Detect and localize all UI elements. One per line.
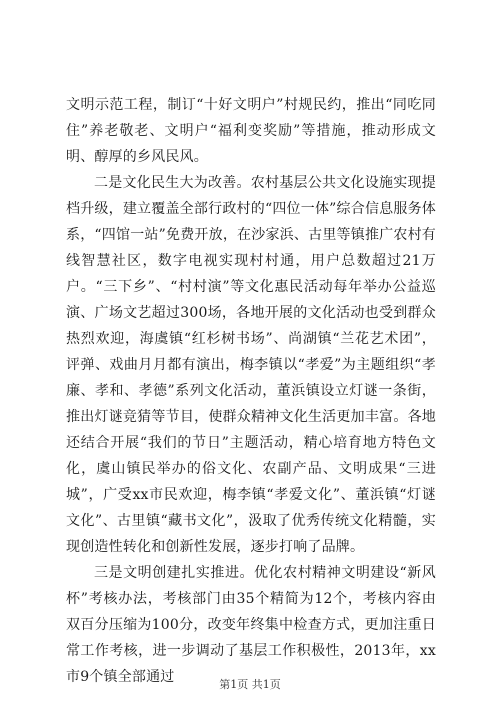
paragraph-culture-livelihood: 二是文化民生大为改善。农村基层公共文化设施实现提档升级，建立覆盖全部行政村的“四位一体”综合信息服务体系，“四馆一站”免费开放，在沙家浜、古里等镇推广农村有线智慧社区，数字电视实现村村通，用户总数超过21万户。“三下乡”、“村村演”等文化惠民活动每年举办公益巡演、广场文艺超过300场，各地开展的文化活动也受到群众热烈欢迎，海虞镇“红杉树书场”、尚湖镇“兰花艺术团”，评弹、戏曲月月都有演出，梅李镇以“孝爱”为主题组织“孝廉、孝和、孝德”系列文化活动，董浜镇设立灯谜一条街，推出灯谜竞猜等节目，使群众精神文化生活更加丰富。各地还结合开展“我们的节日”主题活动，精心培育地方特色文化，虞山镇民举办的俗文化、农副产品、文明成果“三进城”，广受xx市民欢迎，梅李镇“孝爱文化”、董浜镇“灯谜文化”、古里镇“藏书文化”，汲取了优秀传统文化精髓，实现创造性转化和创新性发展，逐步打响了品牌。 — [66, 175, 436, 555]
page-footer — [0, 676, 500, 692]
document-body — [66, 92, 436, 690]
paragraph-civilization-creation: 三是文明创建扎实推进。优化农村精神文明建设“新风杯”考核办法，考核部门由35个精简为12个，考核内容由双百分压缩为100分，改变年终集中检查方式，更加注重日常工作考核，进一步调动了基层工作积极性，2013年，xx市9个镇全部通过 — [66, 565, 436, 685]
page-number: 第1页 共1页 — [219, 678, 281, 691]
paragraph-civilization-project: 文明示范工程，制订“十好文明户”村规民约，推出“同吃同住”养老敬老、文明户“福利变奖励”等措施，推动形成文明、醇厚的乡风民风。 — [66, 97, 436, 165]
